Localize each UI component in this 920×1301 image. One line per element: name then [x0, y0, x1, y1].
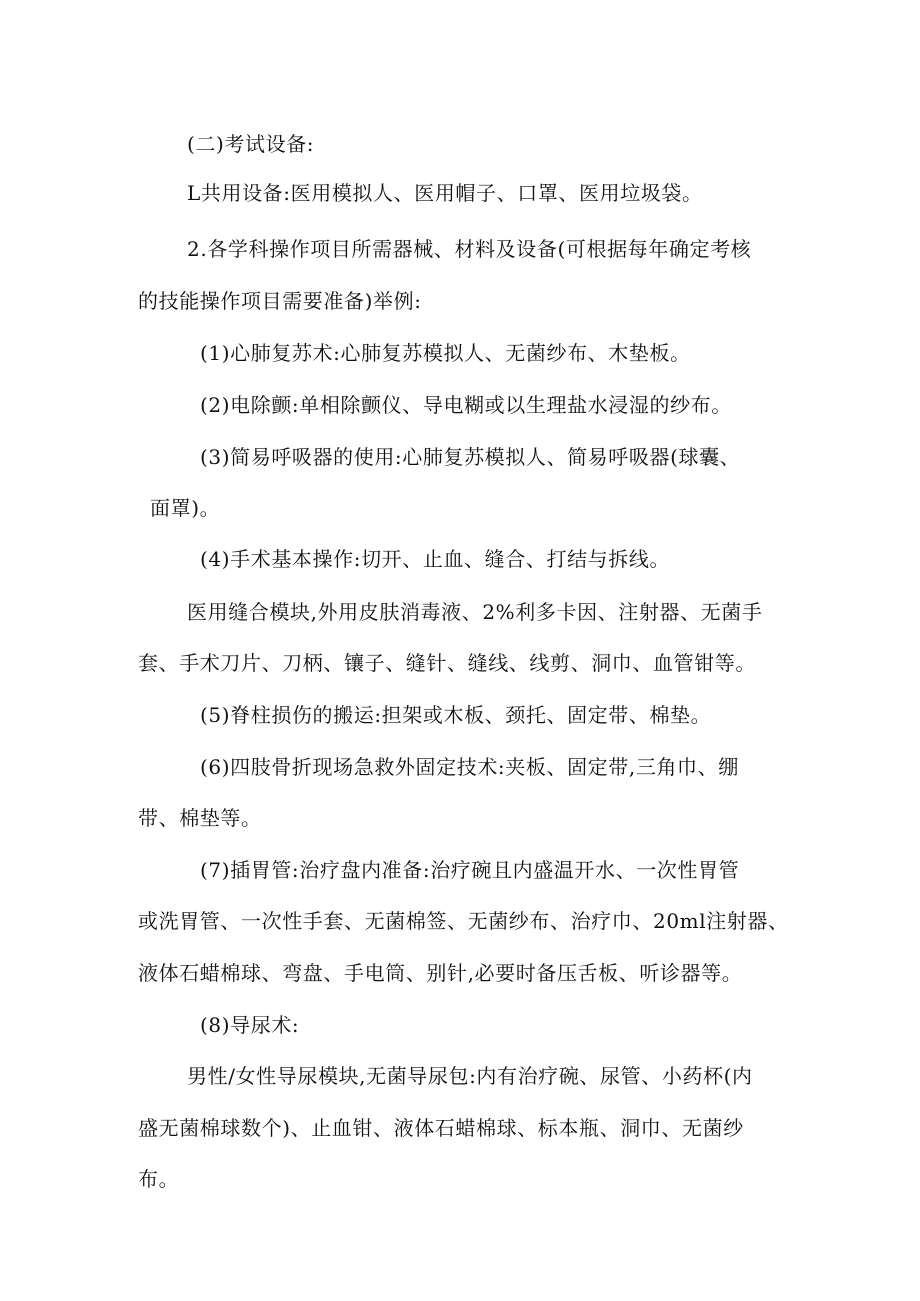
paragraph-line-item-2: 2.各学科操作项目所需器械、材料及设备(可根据每年确定考核	[187, 237, 752, 261]
paragraph-line-item-2-cont: 的技能操作项目需要准备)举例:	[138, 289, 422, 313]
list-item-fracture-fixation-cont: 带、棉垫等。	[138, 806, 262, 830]
section-heading-exam-equipment: (二)考试设备:	[187, 132, 315, 156]
paragraph-line-shared-equipment: L共用设备:医用模拟人、医用帽子、口罩、医用垃圾袋。	[187, 181, 703, 205]
paragraph-line-suture-module-cont: 套、手术刀片、刀柄、镶子、缝针、缝线、线剪、洞巾、血管钳等。	[138, 651, 756, 675]
list-item-gastric-tube-cont-1: 或洗胃管、一次性手套、无菌棉签、无菌纱布、治疗巾、20ml注射器、	[138, 909, 789, 933]
list-item-gastric-tube-cont-2: 液体石蜡棉球、弯盘、手电筒、别针,必要时备压舌板、听诊器等。	[138, 961, 743, 985]
list-item-catheterization: (8)导尿术:	[200, 1013, 300, 1037]
list-item-spine-transport: (5)脊柱损伤的搬运:担架或木板、颈托、固定带、棉垫。	[200, 703, 712, 727]
list-item-surgery-basics: (4)手术基本操作:切开、止血、缝合、打结与拆线。	[200, 547, 671, 571]
paragraph-line-catheter-kit-cont-1: 盛无菌棉球数个)、止血钳、液体石蜡棉球、标本瓶、洞巾、无菌纱	[138, 1116, 744, 1140]
list-item-fracture-fixation: (6)四肢骨折现场急救外固定技术:夹板、固定带,三角巾、绷	[200, 755, 739, 779]
paragraph-line-catheter-kit-cont-2: 布。	[138, 1167, 180, 1191]
list-item-resuscitator: (3)简易呼吸器的使用:心肺复苏模拟人、简易呼吸器(球囊、	[200, 445, 741, 469]
list-item-cpr: (1)心肺复苏术:心肺复苏模拟人、无菌纱布、木垫板。	[200, 341, 691, 365]
list-item-resuscitator-cont: 面罩)。	[150, 496, 221, 520]
paragraph-line-suture-module: 医用缝合模块,外用皮肤消毒液、2%利多卡因、注射器、无菌手	[187, 600, 763, 624]
paragraph-line-catheter-kit: 男性/女性导尿模块,无菌导尿包:内有治疗碗、尿管、小药杯(内	[187, 1064, 753, 1088]
list-item-gastric-tube: (7)插胃管:治疗盘内准备:治疗碗且内盛温开水、一次性胃管	[200, 858, 740, 882]
list-item-defibrillation: (2)电除颤:单相除颤仪、导电糊或以生理盐水浸湿的纱布。	[200, 393, 732, 417]
